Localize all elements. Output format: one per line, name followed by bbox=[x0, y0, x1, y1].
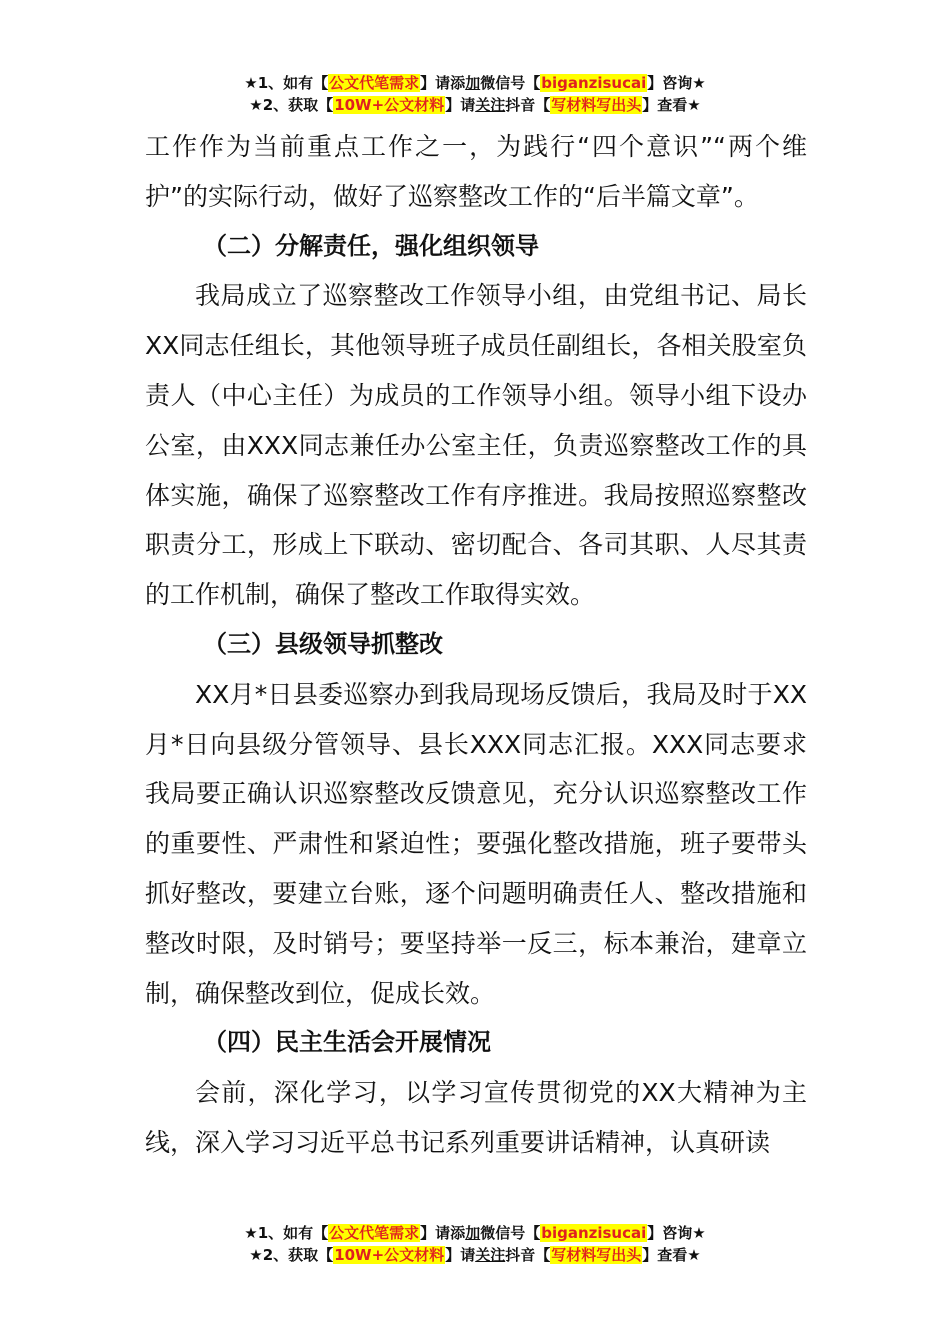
banner-line-2: ★2、获取【10W+公文材料】请关注抖音【写材料写出头】查看★ bbox=[249, 1246, 701, 1264]
highlight-douyin: 写材料写出头 bbox=[551, 96, 642, 114]
top-promo-banner bbox=[0, 72, 950, 116]
highlight-materials: 10W+公文材料 bbox=[334, 1246, 445, 1264]
heading-section-2: （二）分解责任，强化组织领导 bbox=[203, 231, 539, 260]
paragraph-continued: 工作作为当前重点工作之一，为践行“四个意识”“两个维护”的实际行动，做好了巡察整改工作的“后半篇文章”。 bbox=[145, 132, 807, 211]
paragraph-section-2: 我局成立了巡察整改工作领导小组，由党组书记、局长XX同志任组长，其他领导班子成员任副组长，各相关股室负责人（中心主任）为成员的工作领导小组。领导小组下设办公室，由XXX同志兼任办公室主任，负责巡察整改工作的具体实施，确保了巡察整改工作有序推进。我局按照巡察整改职责分工，形成上下联动、密切配合、各司其职、人尽其责的工作机制，确保了整改工作取得实效。 bbox=[145, 281, 807, 610]
highlight-wechat-id: biganzisucai bbox=[541, 74, 647, 92]
banner-line-1: ★1、如有【公文代笔需求】请添加微信号【biganzisucai】咨询★ bbox=[244, 74, 706, 92]
highlight-wechat-id: biganzisucai bbox=[541, 1224, 647, 1242]
highlight-ghostwriting: 公文代笔需求 bbox=[329, 74, 420, 92]
highlight-ghostwriting: 公文代笔需求 bbox=[329, 1224, 420, 1242]
heading-section-4: （四）民主生活会开展情况 bbox=[203, 1028, 491, 1057]
bottom-promo-banner bbox=[0, 1222, 950, 1266]
highlight-douyin: 写材料写出头 bbox=[551, 1246, 642, 1264]
paragraph-section-3: XX月*日县委巡察办到我局现场反馈后，我局及时于XX月*日向县级分管领导、县长XXX同志汇报。XXX同志要求我局要正确认识巡察整改反馈意见，充分认识巡察整改工作的重要性、严肃性和紧迫性；要强化整改措施，班子要带头抓好整改，要建立台账，逐个问题明确责任人、整改措施和整改时限，及时销号；要坚持举一反三，标本兼治，建章立制，确保整改到位，促成长效。 bbox=[145, 679, 807, 1008]
banner-line-2: ★2、获取【10W+公文材料】请关注抖音【写材料写出头】查看★ bbox=[249, 96, 701, 114]
paragraph-section-4: 会前，深化学习，以学习宣传贯彻党的XX大精神为主线，深入学习习近平总书记系列重要讲话精神，认真研读 bbox=[145, 1078, 807, 1157]
highlight-materials: 10W+公文材料 bbox=[334, 96, 445, 114]
banner-line-1: ★1、如有【公文代笔需求】请添加微信号【biganzisucai】咨询★ bbox=[244, 1224, 706, 1242]
document-body bbox=[145, 122, 807, 1168]
heading-section-3: （三）县级领导抓整改 bbox=[203, 629, 443, 658]
